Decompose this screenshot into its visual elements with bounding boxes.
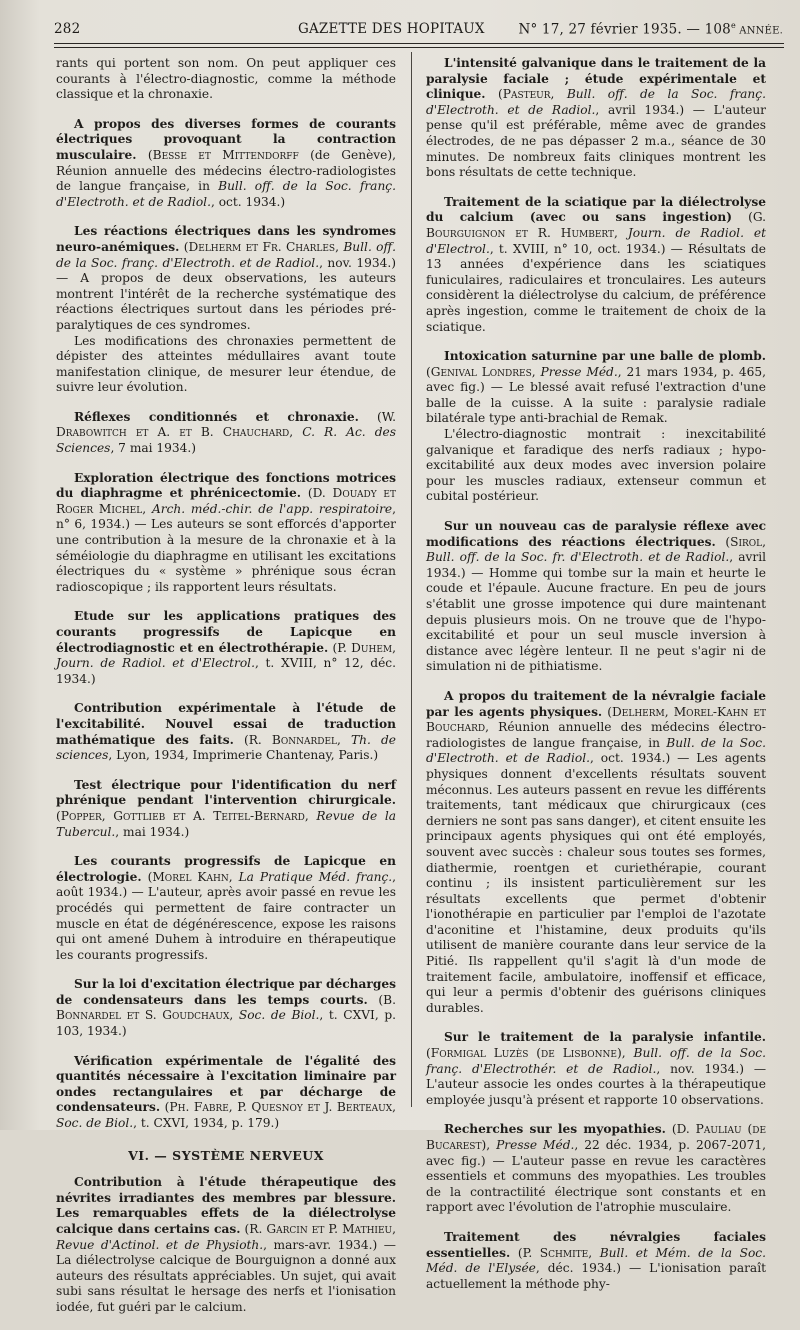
- article-title: Traitement des névralgies faciales essentielles.: [426, 1229, 766, 1260]
- article-entry: Contribution à l'étude thérapeutique des névrites irradiantes des membres par blessure. Les remarquables effets de la diélectrolyse calcique dans certains cas. (R. Garcin et P. Mathieu, Revue d'Actinol. et de Physioth., mars-avr. 1934.) — La diélectrolyse calcique de Bourguignon a donné aux auteurs des résultats appréciables. Un sujet, qui avait subi sans résultat le hersage des nerfs et l'ionisation iodée, fut guéri par le calcium.: [56, 1175, 396, 1314]
- article-title: Recherches sur les myopathies.: [444, 1122, 666, 1137]
- article-authors: (Delherm, Morel-Kahn et Bouchard,: [426, 704, 766, 735]
- article-title: A propos des diverses formes de courants électriques provoquant la contraction musculaire.: [56, 116, 396, 162]
- article-authors: (G. Bourguignon et R. Humbert,: [426, 210, 767, 240]
- article-entry: Sur un nouveau cas de paralysie réflexe avec modifications des réactions électriques. (Sirol, Bull. off. de la Soc. fr. d'Electroth. et de Radiol., avril 1934.) — Homme qui tombe sur la main et heurte le coude et l'épaule. Aucune fracture. En peu de jours s'établit une grosse impotence qui dure maintenant depuis plusieurs mois. On ne trouve que de l'hypo-excitabilité et pour un seul muscle inversion à distance avec légère lenteur. Il ne peut s'agir ni de simulation ni de pithiatisme.: [426, 519, 767, 674]
- article-title: L'intensité galvanique dans le traitement de la paralysie faciale ; étude expérimentale et clinique.: [426, 56, 766, 102]
- article-authors: (Besse et Mittendorff: [147, 147, 299, 162]
- article-ref: Bull. off. de la Soc. franç. d'Electroth. et de Radiol.: [426, 87, 766, 117]
- article-authors: (Ph. Fabre, P. Quesnoy et J. Berteaux,: [164, 1100, 397, 1115]
- article-ref: Bull. de la Soc. d'Electroth. et de Radiol.: [426, 735, 766, 766]
- column-divider: [411, 52, 412, 1107]
- article-title: Sur la loi d'excitation électrique par décharges de condensateurs dans les temps courts.: [56, 977, 396, 1007]
- article-ref: C. R. Ac. des Sciences: [56, 425, 396, 456]
- right-column: [426, 56, 766, 1306]
- article-ref: Presse Méd.: [540, 364, 618, 379]
- running-header: [48, 18, 783, 40]
- article-entry: Intoxication saturnine par une balle de plomb. (Genival Londres, Presse Méd., 21 mars 1934, p. 465, avec fig.) — Le blessé avait refusé l'extraction d'une balle de la cuisse. A la suite : paralysie radiale bilatérale type anti-brachial de Remak. L'électro-diagnostic montrait : inexcitabilité galvanique et faradique des nerfs radiaux ; hypo-excitabilité aux deux modes avec inversion polaire pour les muscles radiaux, extenseur commun et cubital postérieur.: [426, 349, 766, 504]
- article-title: Vérification expérimentale de l'égalité des quantités nécessaire à l'excitation liminaire par ondes rectangulaires et par décharge de condensateurs.: [56, 1053, 396, 1115]
- article-title: Test électrique pour l'identification du nerf phrénique pendant l'intervention chirurgicale.: [56, 777, 396, 808]
- header-rule: [54, 43, 784, 44]
- article-entry: Les réactions électriques dans les syndromes neuro-anémiques. (Delherm et Fr. Charles, Bull. off. de la Soc. franç. d'Electroth. et de Radiol., nov. 1934.) — A propos de deux observations, les auteurs montrent l'intérêt de la recherche systématique des réactions électriques surtout dans les périodes pré-paralytiques de ces syndromes. Les modifications des chronaxies permettent de dépister des atteintes médullaires avant toute manifestation clinique, de mesurer leur étendue, de suivre leur évolution.: [56, 224, 397, 395]
- article-authors: (Formigal Luzès (de Lisbonne),: [426, 1046, 626, 1061]
- article-authors: (W. Drabowitch et A. et B. Chauchard,: [56, 409, 397, 440]
- article-ref: Journ. de Radiol. et d'Electrol.: [426, 225, 766, 256]
- article-title: Traitement de la sciatique par la diélectrolyse du calcium (avec ou sans ingestion): [426, 194, 766, 225]
- article-ref: Journ. de Radiol. et d'Electrol.: [56, 656, 255, 671]
- left-column: [56, 56, 396, 1330]
- article-title: Les courants progressifs de Lapicque en électrologie.: [56, 854, 396, 884]
- article-paragraph: L'électro-diagnostic montrait : inexcitabilité galvanique et faradique des nerfs radiaux ; hypo-excitabilité aux deux modes avec inversion polaire pour les muscles radiaux, extenseur commun et cubital postérieur.: [426, 427, 766, 504]
- article-entry: Etude sur les applications pratiques des courants progressifs de Lapicque en électrodiagnostic et en électrothérapie. (P. Duhem, Journ. de Radiol. et d'Electrol., t. XVIII, n° 12, déc. 1934.): [56, 609, 396, 686]
- article-entry: Traitement de la sciatique par la diélectrolyse du calcium (avec ou sans ingestion) (G. Bourguignon et R. Humbert, Journ. de Radiol. et d'Electrol., t. XVIII, n° 10, oct. 1934.) — Résultats de 13 années d'expérience dans les sciatiques funiculaires, radiculaires et tronculaires. Les auteurs considèrent la diélectrolyse du calcium, de préférence après ingestion, comme le traitement de choix de la sciatique.: [426, 194, 767, 334]
- article-authors: (Morel Kahn,: [147, 869, 233, 884]
- article-ref: Arch. méd.-chir. de l'app. respiratoire: [151, 501, 393, 516]
- article-ref: Th. de sciences: [56, 732, 396, 763]
- article-ref: La Pratique Méd. franç.: [238, 869, 393, 884]
- article-authors: (Pasteur,: [497, 87, 555, 102]
- article-entry: Sur la loi d'excitation électrique par décharges de condensateurs dans les temps courts. (B. Bonnardel et S. Goudchaux, Soc. de Biol., t. CXVI, p. 103, 1934.): [56, 977, 397, 1039]
- article-ref: Revue de la Tubercul.: [56, 808, 396, 839]
- article-ref: Bull. off. de la Soc. franç. d'Electroth. et de Radiol.: [56, 239, 397, 270]
- article-ref: Bull. off. de la Soc. franç. d'Electroth. et de Radiol.: [56, 179, 396, 209]
- article-title: Réflexes conditionnés et chronaxie.: [74, 409, 359, 424]
- article-title: Sur le traitement de la paralysie infantile.: [444, 1030, 766, 1045]
- article-authors: (Sirol,: [725, 534, 767, 549]
- article-entry: rants qui portent son nom. On peut appliquer ces courants à l'électro-diagnostic, comme la méthode classique et la chronaxie.: [56, 56, 396, 102]
- article-ref: Bull. off. de la Soc. franç. d'Electrothér. et de Radiol.: [426, 1046, 766, 1076]
- article-authors: (Popper, Gottlieb et A. Teitel-Bernard,: [56, 808, 309, 823]
- article-entry: A propos du traitement de la névralgie faciale par les agents physiques. (Delherm, Morel-Kahn et Bouchard, Réunion annuelle des médecins électro-radiologistes de langue française, in Bull. de la Soc. d'Electroth. et de Radiol., oct. 1934.) — Les agents physiques donnent d'excellents résultats souvent méconnus. Les auteurs passent en revue les différents traitements, tant médicaux que chirurgicaux (ces derniers ne sont pas sans danger), et citent ensuite les principaux agents physiques qui ont été employés, souvent avec succès : chaleur sous toutes ses formes, diathermie, roentgen et curiethérapie, courant continu ; ils insistent particulièrement sur les résultats excellents que permet d'obtenir l'ionothérapie en particulier par l'emploi de l'azotate d'aconitine et l'histamine, deux produits qu'ils utilisent de manière courante dans leur service de la Pitié. Ils rappellent qu'il s'agit là d'un mode de traitement facile, ambulatoire, inoffensif et efficace, qui leur a permis d'obtenir des guérisons cliniques durables.: [426, 688, 766, 1015]
- article-entry: Vérification expérimentale de l'égalité des quantités nécessaire à l'excitation liminaire par ondes rectangulaires et par décharge de condensateurs. (Ph. Fabre, P. Quesnoy et J. Berteaux, Soc. de Biol., t. CXVI, 1934, p. 179.): [56, 1053, 397, 1131]
- article-title: Contribution expérimentale à l'étude de l'excitabilité. Nouvel essai de traduction mathématique des faits.: [56, 701, 396, 747]
- article-authors: (R. Bonnardel,: [243, 732, 341, 747]
- section-heading: VI. — SYSTÈME NERVEUX: [128, 1147, 324, 1163]
- article-entry: Recherches sur les myopathies. (D. Pauliau (de Bucarest), Presse Méd., 22 déc. 1934, p. 2067-2071, avec fig.) — L'auteur passe en revue les caractères essentiels et communs des myopathies. Les troubles de la contractilité électrique sont constants et en rapport avec l'évolution de l'atrophie musculaire.: [426, 1122, 767, 1215]
- article-entry: Test électrique pour l'identification du nerf phrénique pendant l'intervention chirurgicale. (Popper, Gottlieb et A. Teitel-Bernard, Revue de la Tubercul., mai 1934.): [56, 777, 396, 839]
- article-title: Sur un nouveau cas de paralysie réflexe avec modifications des réactions électriques.: [426, 519, 766, 549]
- header-rule-thin: [54, 47, 784, 48]
- article-ref: Bull. et Mém. de la Soc. Méd. de l'Elysée: [426, 1245, 766, 1276]
- article-title: Les réactions électriques dans les syndromes neuro-anémiques.: [56, 224, 396, 254]
- article-entry: L'intensité galvanique dans le traitement de la paralysie faciale ; étude expérimentale et clinique. (Pasteur, Bull. off. de la Soc. franç. d'Electroth. et de Radiol., avril 1934.) — L'auteur pense qu'il est préférable, même avec de grandes électrodes, de ne pas dépasser 2 m.a., séance de 30 minutes. De nombreux faits cliniques montrent les bons résultats de cette technique.: [426, 56, 766, 180]
- journal-title: GAZETTE DES HOPITAUX: [298, 21, 485, 37]
- article-entry: Sur le traitement de la paralysie infantile. (Formigal Luzès (de Lisbonne), Bull. off. de la Soc. franç. d'Electrothér. et de Radiol., nov. 1934.) — L'auteur associe les ondes courtes à la thérapeutique employée jusqu'à présent et rapporte 10 observations.: [426, 1030, 767, 1107]
- article-entry: Les courants progressifs de Lapicque en électrologie. (Morel Kahn, La Pratique Méd. franç., août 1934.) — L'auteur, après avoir passé en revue les procédés qui permettent de faire contracter un muscle en état de dégénérescence, expose les raisons qui ont amené Duhem à introduire en thérapeutique les courants progressifs.: [56, 854, 397, 962]
- article-authors: (D. Douady et Roger Michel,: [56, 486, 397, 516]
- article-title: Contribution à l'étude thérapeutique des névrites irradiantes des membres par blessure. Les remarquables effets de la diélectrolyse calcique dans certains cas.: [56, 1175, 396, 1236]
- article-ref: Revue d'Actinol. et de Physioth.: [56, 1237, 264, 1252]
- article-title: Exploration électrique des fonctions motrices du diaphragme et phrénicectomie.: [56, 470, 396, 501]
- article-title: Etude sur les applications pratiques des courants progressifs de Lapicque en électrodiagnostic et en électrothérapie.: [56, 609, 396, 655]
- article-entry: Contribution expérimentale à l'étude de l'excitabilité. Nouvel essai de traduction mathématique des faits. (R. Bonnardel, Th. de sciences, Lyon, 1934, Imprimerie Chantenay, Paris.): [56, 701, 396, 763]
- article-ref: Bull. off. de la Soc. fr. d'Electroth. et de Radiol.: [426, 550, 730, 565]
- article-paragraph: Les modifications des chronaxies permettent de dépister des atteintes médullaires avant toute manifestation clinique, de mesurer leur étendue, de suivre leur évolution.: [56, 333, 396, 395]
- article-authors: (Genival Londres,: [426, 364, 536, 379]
- article-ref: Soc. de Biol.: [238, 1008, 320, 1023]
- article-entry: A propos des diverses formes de courants électriques provoquant la contraction musculaire. (Besse et Mittendorff (de Genève), Réunion annuelle des médecins électro-radiologistes de langue française, in Bull. off. de la Soc. franç. d'Electroth. et de Radiol., oct. 1934.): [56, 116, 397, 209]
- article-title: A propos du traitement de la névralgie faciale par les agents physiques.: [426, 688, 766, 719]
- article-authors: (Delherm et Fr. Charles,: [183, 239, 339, 254]
- issue-info: N° 17, 27 février 1935. — 108e ANNÉE.: [518, 21, 783, 38]
- article-authors: (P. Duhem,: [332, 640, 396, 655]
- article-authors: (B. Bonnardel et S. Goudchaux,: [56, 992, 396, 1023]
- article-title: Intoxication saturnine par une balle de plomb.: [444, 349, 766, 364]
- article-ref: Presse Méd.: [496, 1138, 575, 1152]
- page-number: 282: [54, 21, 81, 37]
- article-entry: Réflexes conditionnés et chronaxie. (W. Drabowitch et A. et B. Chauchard, C. R. Ac. des Sciences, 7 mai 1934.): [56, 409, 397, 456]
- article-entry: Traitement des névralgies faciales essentielles. (P. Schmite, Bull. et Mém. de la Soc. Méd. de l'Elysée, déc. 1934.) — L'ionisation paraît actuellement la méthode phy-: [426, 1229, 766, 1291]
- article-authors: (P. Schmite,: [517, 1245, 593, 1260]
- article-entry: Exploration électrique des fonctions motrices du diaphragme et phrénicectomie. (D. Douady et Roger Michel, Arch. méd.-chir. de l'app. respiratoire, n° 6, 1934.) — Les auteurs se sont efforcés d'apporter une contribution à la mesure de la chronaxie et à la séméiologie du diaphragme en utilisant les excitations électriques du « système » phrénique sous écran radioscopique ; ils rapportent leurs résultats.: [56, 470, 397, 594]
- article-ref: Soc. de Biol.: [56, 1116, 134, 1131]
- article-authors: (D. Pauliau (de Bucarest),: [426, 1122, 767, 1152]
- article-authors: (R. Garcin et P. Mathieu,: [244, 1222, 396, 1236]
